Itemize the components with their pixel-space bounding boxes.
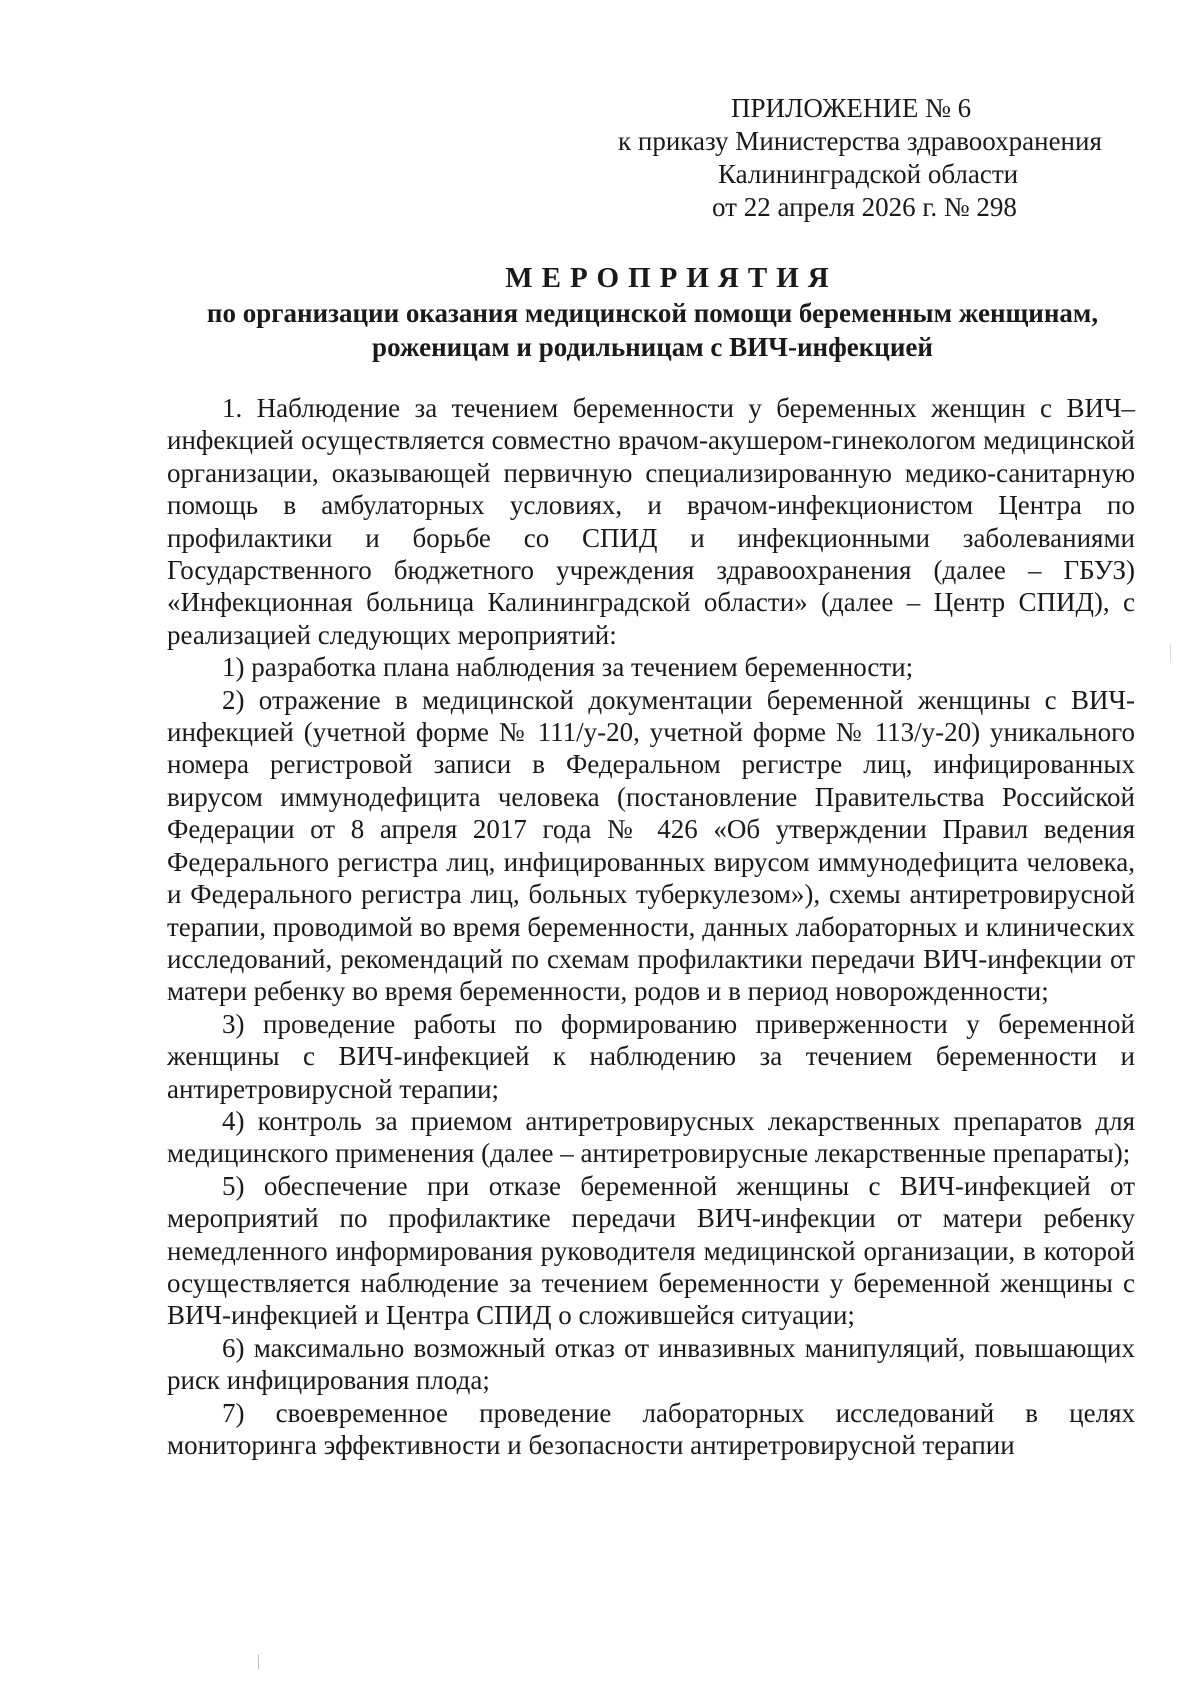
appendix-header [600,92,1140,224]
list-item-1: 1) разработка плана наблюдения за течением беременности; [222,652,914,683]
list-item-4: 4) контроль за приемом антиретровирусных лекарственных препаратов для медицинского применения (далее – антиретровирусные лекарственные препараты); [167,1105,1135,1169]
appendix-order-ref: к приказу Министерства здравоохранения [618,126,1102,156]
paragraph-1: 1. Наблюдение за течением беременности у беременных женщин с ВИЧ–инфекцией осуществляется совместно врачом-акушером-гинекологом медицинской организации, оказывающей первичную специализированную медико-санитарную помощь в амбулаторных условиях, и врачом-инфекционистом Центра по профилактики и борьбе со СПИД и инфекционными заболеваниями Государственного бюджетного учреждения здравоохранения (далее – ГБУЗ) «Инфекционная больница Калининградской области» (далее – Центр СПИД), с реализацией следующих мероприятий: [167,393,1135,650]
document-title [170,260,1135,364]
title-subtitle-line-2: роженицам и родильницам с ВИЧ-инфекцией [372,332,933,362]
appendix-number: ПРИЛОЖЕНИЕ № 6 [731,93,972,123]
appendix-region: Калининградской области [718,159,1019,189]
list-item-7: 7) своевременное проведение лабораторных исследований в целях мониторинга эффективности и безопасности антиретровирусной терапии [167,1397,1135,1460]
scan-artifact [1170,645,1171,663]
title-main: МЕРОПРИЯТИЯ [505,262,838,294]
list-item-5: 5) обеспечение при отказе беременной женщины с ВИЧ-инфекцией от мероприятий по профилактике передачи ВИЧ-инфекции от матери ребенку немедленного информирования руководителя медицинской организации, в которой осуществляется наблюдение за течением беременности у беременной женщины с ВИЧ-инфекцией и Центра СПИД о сложившейся ситуации; [167,1170,1135,1331]
scan-artifact [258,1655,259,1669]
document-body [167,392,1135,1461]
list-item-2: 2) отражение в медицинской документации беременной женщины с ВИЧ-инфекцией (учетной форме № 111/у-20, учетной форме № 113/у-20) уникального номера регистровой записи в Федеральном регистре лиц, инфицированных вирусом иммунодефицита человека (постановление Правительства Российской Федерации от 8 апреля 2017 года № 426 «Об утверждении Правил ведения Федерального регистра лиц, инфицированных вирусом иммунодефицита человека, и Федерального регистра лиц, больных туберкулезом»), схемы антиретровирусной терапии, проводимой во время беременности, данных лабораторных и клинических исследований, рекомендаций по схемам профилактики передачи ВИЧ-инфекции от матери ребенку во время беременности, родов и в период новорожденности; [167,684,1135,1007]
title-subtitle-line-1: по организации оказания медицинской помощи беременным женщинам, [206,298,1099,328]
appendix-date: от 22 апреля 2026 г. № 298 [712,192,1017,222]
list-item-6: 6) максимально возможный отказ от инвазивных манипуляций, повышающих риск инфицирования плода; [167,1332,1135,1396]
list-item-3: 3) проведение работы по формированию приверженности у беременной женщины с ВИЧ-инфекцией к наблюдению за течением беременности и антиретровирусной терапии; [167,1008,1135,1104]
